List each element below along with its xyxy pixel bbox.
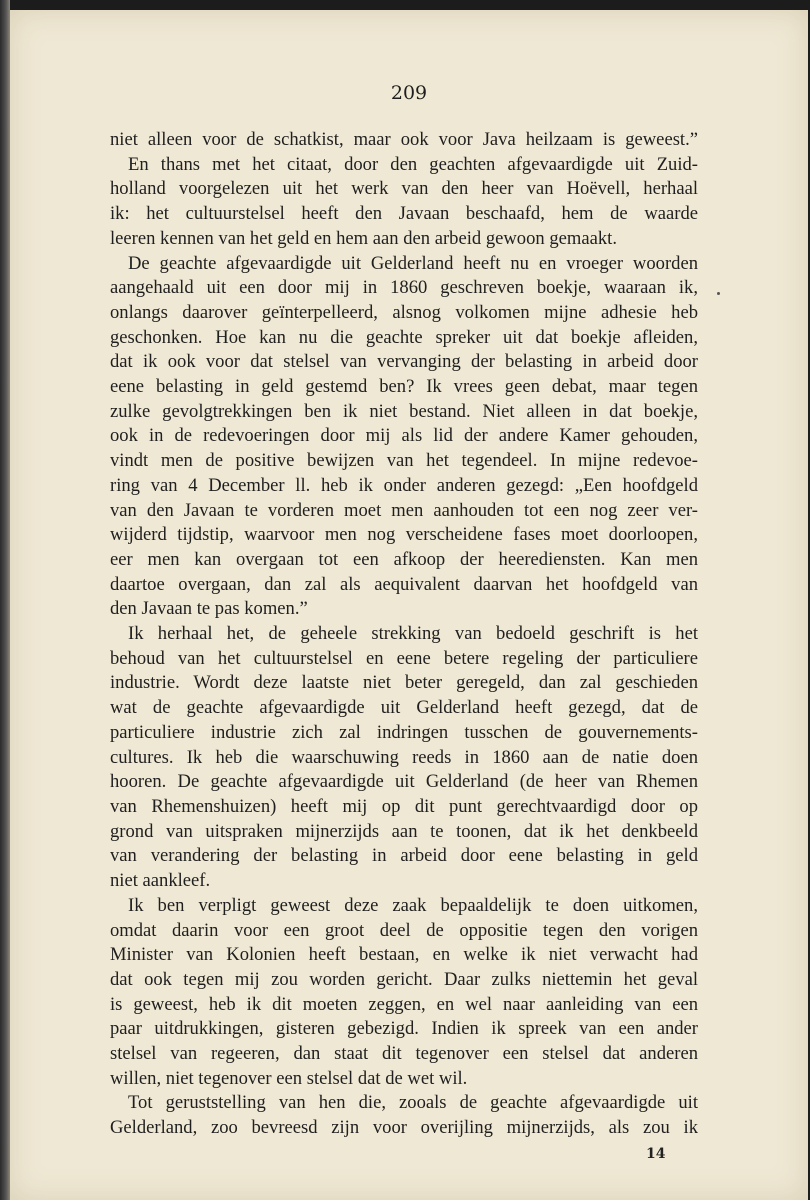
text-line: geschonken. Hoe kan nu die geachte spreker uit dat boekje afleiden, (110, 326, 698, 348)
text-line: ring van 4 December ll. heb ik onder anderen gezegd: „Een hoofdgeld (110, 474, 698, 496)
text-line: behoud van het cultuurstelsel en eene betere regeling der particuliere (110, 647, 698, 669)
text-line: paar uitdrukkingen, gisteren gebezigd. Indien ik spreek van een ander (110, 1018, 698, 1040)
text-line: van verandering der belasting in arbeid door eene belasting in geld (110, 845, 698, 867)
text-line: vindt men de positive bewijzen van het tegendeel. In mijne redevoe- (110, 450, 698, 472)
text-line: dat ook tegen mij zou worden gericht. Daar zulks niettemin het geval (110, 968, 698, 990)
text-line: Tot geruststelling van hen die, zooals de geachte afgevaardigde uit (128, 1092, 698, 1114)
text-line: Gelderland, zoo bevreesd zijn voor overijling mijnerzijds, als zou ik (110, 1117, 698, 1139)
text-line: daartoe overgaan, dan zal als aequivalent daarvan het hoofdgeld van (110, 573, 698, 595)
text-line: holland voorgelezen uit het werk van den heer van Hoëvell, herhaal (110, 178, 698, 200)
text-line: stelsel van regeeren, dan staat dit tegenover een stelsel dat anderen (110, 1043, 698, 1065)
text-line: van Rhemenshuizen) heeft mij op dit punt gerechtvaardigd door op (110, 795, 698, 817)
text-line: Ik herhaal het, de geheele strekking van bedoeld geschrift is het (128, 623, 698, 645)
text-line: is geweest, heb ik dit moeten zeggen, en wel naar aanleiding van een (110, 993, 698, 1015)
text-line: zulke gevolgtrekkingen ben ik niet bestand. Niet alleen in dat boekje, (110, 400, 698, 422)
text-line: Minister van Kolonien heeft bestaan, en welke ik niet verwacht had (110, 944, 698, 966)
text-line: wat de geachte afgevaardigde uit Gelderland heeft gezegd, dat de (110, 697, 698, 719)
text-line: niet aankleef. (110, 870, 211, 892)
text-line: grond van uitspraken mijnerzijds aan te toonen, dat ik het denkbeeld (110, 820, 698, 842)
text-line: wijderd tijdstip, waarvoor men nog verscheidene fases moet doorloopen, (110, 524, 698, 546)
text-line: Ik ben verpligt geweest deze zaak bepaaldelijk te doen uitkomen, (128, 894, 698, 916)
body-text (110, 128, 698, 1141)
text-line: ik: het cultuurstelsel heeft den Javaan beschaafd, hem de waarde (110, 203, 698, 225)
text-line: dat ik ook voor dat stelsel van vervanging der belasting in arbeid door (110, 351, 698, 373)
text-line: willen, niet tegenover een stelsel dat de wet wil. (110, 1067, 468, 1089)
text-line: leeren kennen van het geld en hem aan den arbeid gewoon gemaakt. (110, 227, 617, 249)
text-line: eene belasting in geld gestemd ben? Ik vrees geen debat, maar tegen (110, 376, 698, 398)
book-binding-edge (0, 0, 10, 1200)
text-line: onlangs daarover geïnterpelleerd, alsnog volkomen mijne adhesie heb (110, 301, 698, 323)
paper-speck (717, 292, 720, 295)
text-line: hooren. De geachte afgevaardigde uit Gelderland (de heer van Rhemen (110, 771, 698, 793)
text-line: omdat daarin voor een groot deel de oppositie tegen den vorigen (110, 919, 698, 941)
text-line: niet alleen voor de schatkist, maar ook voor Java heilzaam is geweest.” (110, 129, 698, 150)
text-line: En thans met het citaat, door den geachten afgevaardigde uit Zuid- (128, 153, 698, 175)
text-line: industrie. Wordt deze laatste niet beter geregeld, dan zal geschieden (110, 672, 698, 694)
text-line: De geachte afgevaardigde uit Gelderland heeft nu en vroeger woorden (128, 252, 698, 274)
text-line: van den Javaan te vorderen moet men aanhouden tot een nog zeer ver- (110, 499, 698, 521)
page-number: 209 (390, 82, 428, 104)
text-line: cultures. Ik heb die waarschuwing reeds in 1860 aan de natie doen (110, 746, 698, 768)
text-line: eer men kan overgaan tot een afkoop der heerediensten. Kan men (110, 548, 698, 570)
text-line: den Javaan te pas komen.” (110, 598, 308, 620)
signature-mark: 14 (646, 1146, 666, 1162)
book-page (10, 10, 808, 1200)
text-line: ook in de redevoeringen door mij als lid der andere Kamer gehouden, (110, 425, 698, 447)
text-line: particuliere industrie zich zal indringen tusschen de gouvernements- (110, 721, 698, 743)
text-line: aangehaald uit een door mij in 1860 geschreven boekje, waaraan ik, (110, 277, 698, 299)
